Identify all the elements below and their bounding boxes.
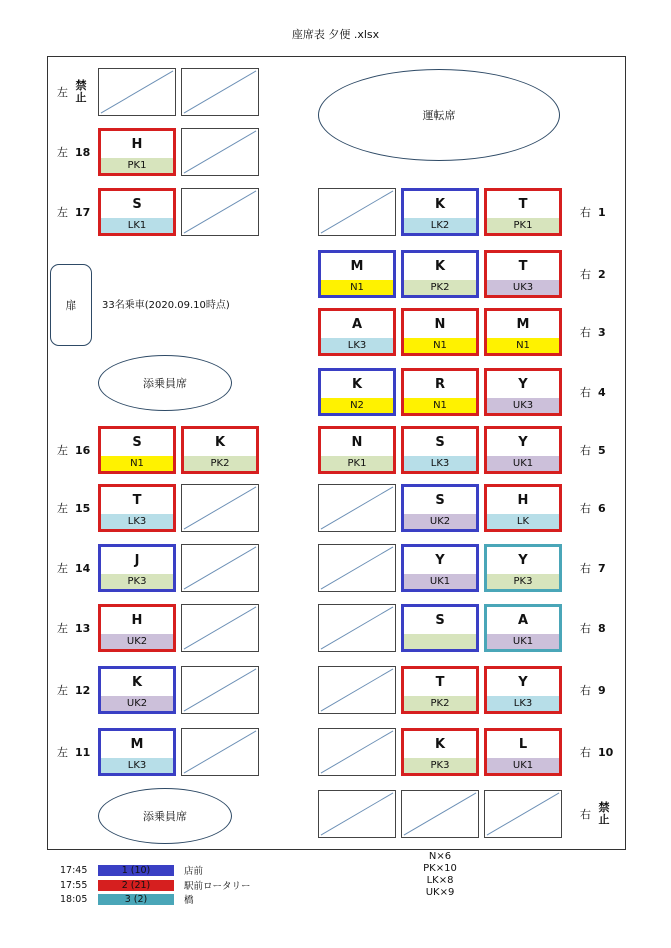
row-label <box>57 79 87 104</box>
row-number: 2 <box>598 267 606 281</box>
seat-letter: T <box>518 259 528 274</box>
diagonal-line-icon <box>182 545 258 591</box>
seat-code: LK <box>487 514 559 529</box>
row-number: 16 <box>75 443 91 457</box>
conductor-seat-lower <box>98 788 232 844</box>
seat-code: N1 <box>321 280 393 295</box>
diagonal-line-icon <box>182 189 258 235</box>
row-number: 9 <box>598 683 606 697</box>
seat <box>484 426 562 474</box>
row-number: 禁止 <box>75 79 87 104</box>
seat-letter: H <box>131 613 143 628</box>
row-number: 8 <box>598 621 606 635</box>
diagonal-line-icon <box>319 545 395 591</box>
seat-letter: A <box>517 613 529 628</box>
seat-letter: T <box>132 493 142 508</box>
diagonal-line-icon <box>319 729 395 775</box>
seat <box>401 604 479 652</box>
row-label <box>580 498 606 518</box>
summary-line: PK×10 <box>423 863 457 874</box>
seat <box>318 308 396 356</box>
empty-seat <box>401 790 479 838</box>
diagonal-line-icon <box>182 129 258 175</box>
seat <box>318 368 396 416</box>
empty-seat <box>318 544 396 592</box>
row-label <box>580 558 606 578</box>
seat-code: LK3 <box>321 338 393 353</box>
side-char: 右 <box>580 206 591 219</box>
seat <box>484 250 562 298</box>
seat-letter: K <box>434 197 446 212</box>
seat-letter: S <box>132 197 142 212</box>
seat-letter: K <box>351 377 363 392</box>
driver-label: 運転席 <box>422 109 456 122</box>
seat <box>484 728 562 776</box>
seat-code: N1 <box>487 338 559 353</box>
row-number: 18 <box>75 145 91 159</box>
seat-code: N2 <box>321 398 393 413</box>
seat-code: PK2 <box>184 456 256 471</box>
diagonal-line-icon <box>182 605 258 651</box>
legend-swatch: 3 (2) <box>98 894 174 905</box>
seat <box>318 426 396 474</box>
seat <box>484 604 562 652</box>
row-label <box>580 440 606 460</box>
seat-letter: S <box>435 435 445 450</box>
seat-code: UK3 <box>487 280 559 295</box>
seat <box>98 426 176 474</box>
legend-swatch: 1 (10) <box>98 865 174 876</box>
row-label <box>580 801 610 826</box>
seat <box>401 368 479 416</box>
seat-letter: Y <box>518 377 528 392</box>
empty-seat <box>484 790 562 838</box>
seat-code: N1 <box>404 338 476 353</box>
row-number: 15 <box>75 501 91 515</box>
row-label <box>580 680 606 700</box>
side-char: 右 <box>580 502 591 515</box>
diagonal-line-icon <box>319 667 395 713</box>
seat <box>98 604 176 652</box>
diagonal-line-icon <box>319 791 395 837</box>
seat <box>484 544 562 592</box>
seat <box>401 666 479 714</box>
legend-label: 店前 <box>184 866 204 877</box>
empty-seat <box>318 188 396 236</box>
diagonal-line-icon <box>99 69 175 115</box>
seat <box>181 426 259 474</box>
legend-time: 17:55 <box>60 879 88 891</box>
seat <box>98 188 176 236</box>
empty-seat <box>181 484 259 532</box>
diagonal-line-icon <box>182 485 258 531</box>
seat-code: LK2 <box>404 218 476 233</box>
row-label <box>580 264 606 284</box>
seat-code: PK1 <box>101 158 173 173</box>
side-char: 左 <box>57 562 68 575</box>
seat-letter: A <box>351 317 363 332</box>
empty-seat <box>181 188 259 236</box>
seat-letter: S <box>435 493 445 508</box>
empty-seat <box>98 68 176 116</box>
seat-letter: T <box>518 197 528 212</box>
row-label <box>57 202 90 222</box>
seat <box>401 544 479 592</box>
side-char: 左 <box>57 444 68 457</box>
seat <box>401 250 479 298</box>
seat-code: PK2 <box>404 696 476 711</box>
row-label <box>580 382 606 402</box>
side-char: 右 <box>580 684 591 697</box>
seat-letter: S <box>132 435 142 450</box>
row-number: 14 <box>75 561 91 575</box>
seat-code: PK3 <box>404 758 476 773</box>
conductor-label-upper: 添乗員席 <box>143 377 187 390</box>
seat-code: UK3 <box>487 398 559 413</box>
row-number: 禁止 <box>598 801 610 826</box>
diagonal-line-icon <box>319 605 395 651</box>
row-number: 1 <box>598 205 606 219</box>
seat <box>401 308 479 356</box>
seat <box>484 484 562 532</box>
row-number: 5 <box>598 443 606 457</box>
empty-seat <box>181 604 259 652</box>
seat-letter: S <box>435 613 445 628</box>
seat <box>484 368 562 416</box>
seat-code: PK3 <box>101 574 173 589</box>
side-char: 右 <box>580 808 591 821</box>
seat <box>98 128 176 176</box>
seat-code: PK2 <box>404 280 476 295</box>
seat-letter: M <box>130 737 144 752</box>
door-label: 扉 <box>65 299 77 312</box>
summary-line: N×6 <box>428 851 452 862</box>
seat <box>98 544 176 592</box>
row-label <box>57 742 90 762</box>
seat-letter: R <box>434 377 445 392</box>
page-title: 座席表 夕便 .xlsx <box>291 28 380 41</box>
row-number: 10 <box>598 745 614 759</box>
seat <box>401 484 479 532</box>
side-char: 右 <box>580 746 591 759</box>
legend-row <box>60 864 203 876</box>
seat-letter: N <box>434 317 446 332</box>
seat-letter: J <box>134 553 140 568</box>
seat-code: LK1 <box>101 218 173 233</box>
seat-code: UK1 <box>404 574 476 589</box>
row-label <box>580 742 613 762</box>
empty-seat <box>181 728 259 776</box>
row-label <box>580 618 606 638</box>
seat <box>98 484 176 532</box>
empty-seat <box>318 484 396 532</box>
side-char: 右 <box>580 326 591 339</box>
seat-letter: M <box>516 317 530 332</box>
seat <box>484 308 562 356</box>
legend-row <box>60 879 251 891</box>
seat-letter: K <box>214 435 226 450</box>
row-label <box>580 322 606 342</box>
legend-label: 橋 <box>184 895 194 906</box>
legend-time: 18:05 <box>60 893 88 905</box>
empty-seat <box>318 728 396 776</box>
seat-letter: L <box>518 737 528 752</box>
seat-code: PK3 <box>487 574 559 589</box>
side-char: 左 <box>57 684 68 697</box>
side-char: 右 <box>580 622 591 635</box>
side-char: 左 <box>57 746 68 759</box>
row-number: 12 <box>75 683 91 697</box>
driver-seat <box>318 69 560 161</box>
row-number: 6 <box>598 501 606 515</box>
seat <box>401 426 479 474</box>
diagonal-line-icon <box>182 729 258 775</box>
diagonal-line-icon <box>485 791 561 837</box>
seat-code <box>404 634 476 649</box>
legend-label: 駅前ロータリー <box>184 881 251 892</box>
row-number: 13 <box>75 621 91 635</box>
side-char: 左 <box>57 146 68 159</box>
seat <box>484 666 562 714</box>
empty-seat <box>181 68 259 116</box>
seat-letter: M <box>350 259 364 274</box>
row-label <box>57 618 90 638</box>
row-label <box>57 558 90 578</box>
side-char: 左 <box>57 502 68 515</box>
seat-code: N1 <box>404 398 476 413</box>
diagonal-line-icon <box>402 791 478 837</box>
side-char: 右 <box>580 386 591 399</box>
diagonal-line-icon <box>182 69 258 115</box>
seat-letter: N <box>351 435 363 450</box>
seat-letter: H <box>131 137 143 152</box>
seat-code: PK1 <box>487 218 559 233</box>
legend-time: 17:45 <box>60 864 88 876</box>
seat-code: N1 <box>101 456 173 471</box>
empty-seat <box>181 128 259 176</box>
conductor-label-lower: 添乗員席 <box>143 810 187 823</box>
seat-letter: Y <box>518 553 528 568</box>
seat-letter: Y <box>518 675 528 690</box>
seat-code: LK3 <box>487 696 559 711</box>
side-char: 右 <box>580 268 591 281</box>
side-char: 左 <box>57 622 68 635</box>
legend-swatch: 2 (21) <box>98 880 174 891</box>
seat <box>484 188 562 236</box>
row-label <box>57 142 90 162</box>
seat <box>401 728 479 776</box>
seat-code: LK3 <box>404 456 476 471</box>
empty-seat <box>318 604 396 652</box>
seat-code: UK1 <box>487 634 559 649</box>
conductor-seat-upper <box>98 355 232 411</box>
seat-code: UK1 <box>487 758 559 773</box>
side-char: 左 <box>57 206 68 219</box>
seat-letter: T <box>435 675 445 690</box>
seat-letter: Y <box>518 435 528 450</box>
row-label <box>57 680 90 700</box>
row-number: 4 <box>598 385 606 399</box>
side-char: 右 <box>580 562 591 575</box>
legend-row <box>60 893 194 905</box>
category-summary <box>370 851 510 899</box>
seat <box>318 250 396 298</box>
passenger-note: 33名乗車(2020.09.10時点) <box>102 300 230 311</box>
seat-code: LK3 <box>101 758 173 773</box>
seat-letter: Y <box>435 553 445 568</box>
row-label <box>57 498 90 518</box>
seat-code: UK2 <box>101 696 173 711</box>
seat-letter: K <box>434 737 446 752</box>
diagonal-line-icon <box>182 667 258 713</box>
diagonal-line-icon <box>319 189 395 235</box>
diagonal-line-icon <box>319 485 395 531</box>
row-label <box>57 440 90 460</box>
seat-letter: H <box>517 493 529 508</box>
empty-seat <box>181 544 259 592</box>
seat-letter: K <box>434 259 446 274</box>
seat-code: LK3 <box>101 514 173 529</box>
empty-seat <box>318 666 396 714</box>
empty-seat <box>318 790 396 838</box>
row-label <box>580 202 606 222</box>
seat-code: UK2 <box>101 634 173 649</box>
door <box>50 264 92 346</box>
seat-code: PK1 <box>321 456 393 471</box>
summary-line: UK×9 <box>425 887 455 898</box>
summary-line: LK×8 <box>426 875 454 886</box>
row-number: 7 <box>598 561 606 575</box>
seat-code: UK2 <box>404 514 476 529</box>
side-char: 右 <box>580 444 591 457</box>
row-number: 3 <box>598 325 606 339</box>
empty-seat <box>181 666 259 714</box>
seat-code: UK1 <box>487 456 559 471</box>
seat-letter: K <box>131 675 143 690</box>
side-char: 左 <box>57 86 68 99</box>
row-number: 11 <box>75 745 91 759</box>
row-number: 17 <box>75 205 91 219</box>
seat <box>98 666 176 714</box>
seat <box>98 728 176 776</box>
seat <box>401 188 479 236</box>
